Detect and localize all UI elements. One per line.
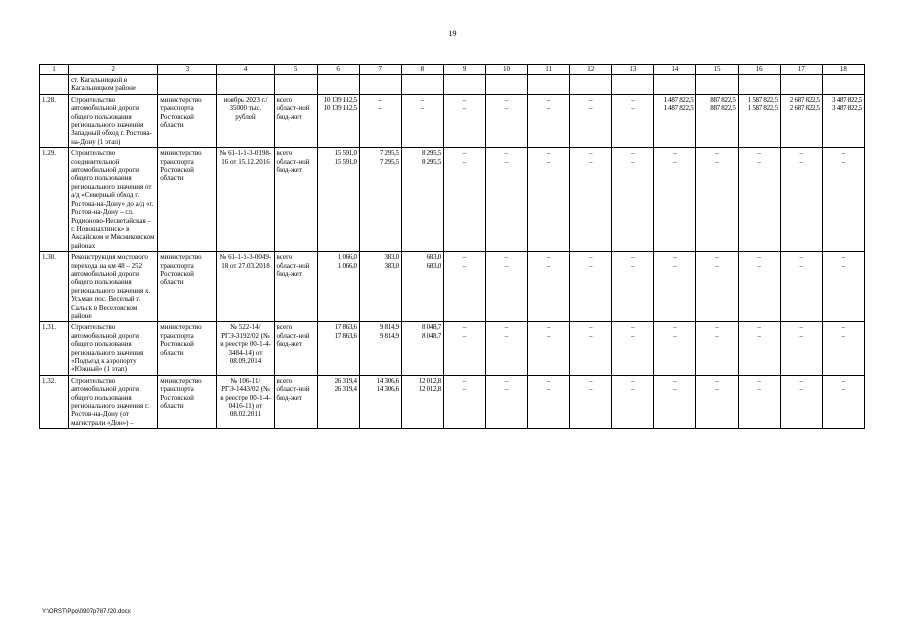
amount-total: 10 139 112,5 xyxy=(323,95,357,104)
amount-regional: 10 139 112,5 xyxy=(323,104,357,113)
amount-cell xyxy=(654,252,696,322)
amount-total: – xyxy=(546,149,551,158)
column-header-17: 17 xyxy=(780,65,822,75)
amount-total: – xyxy=(546,323,551,332)
amount-cell xyxy=(528,148,570,252)
amount-total: – xyxy=(631,95,635,104)
row-number: 1.28. xyxy=(40,94,69,147)
amount-regional: – xyxy=(504,331,509,340)
amount-total: – xyxy=(631,323,635,332)
amount-regional: 9 814,9 xyxy=(379,331,399,340)
amount-cell xyxy=(612,94,654,147)
amount-total: – xyxy=(841,253,846,262)
empty-cell xyxy=(359,75,401,95)
amount-total: – xyxy=(673,149,677,158)
empty-cell xyxy=(486,75,528,95)
amount-regional: 383,0 xyxy=(384,261,399,270)
amount-regional: – xyxy=(799,385,803,394)
amount-regional: – xyxy=(631,104,635,113)
document-reference: № 522-14/РГЭ-3192/02 (№ в реестре 00-1-4-3484-14) от 08.09.2014 xyxy=(217,322,274,375)
amount-cell xyxy=(570,322,612,375)
funding-source-regional: област-ной бюд-жет xyxy=(276,157,310,175)
amount-total: – xyxy=(504,149,509,158)
column-header-14: 14 xyxy=(654,65,696,75)
amount-total: – xyxy=(799,323,803,332)
amount-regional: – xyxy=(673,261,677,270)
column-header-1: 1 xyxy=(40,65,69,75)
empty-cell xyxy=(612,75,654,95)
amount-cell xyxy=(486,148,528,252)
amount-cell xyxy=(654,375,696,428)
amount-cell xyxy=(359,252,401,322)
executor: министерство транспорта Ростовской области xyxy=(158,322,217,375)
amount-cell xyxy=(570,375,612,428)
amount-total: – xyxy=(462,376,467,385)
amount-cell xyxy=(738,148,780,252)
document-reference: № 61-1-1-3-0049-18 от 27.03.2018 xyxy=(217,252,274,322)
amount-total: – xyxy=(673,253,677,262)
amount-regional: – xyxy=(462,157,467,166)
amount-cell xyxy=(359,322,401,375)
empty-cell xyxy=(780,75,822,95)
amount-cell xyxy=(612,322,654,375)
amount-total: – xyxy=(673,376,677,385)
empty-cell xyxy=(570,75,612,95)
amount-total: – xyxy=(504,95,509,104)
amount-total: 383,0 xyxy=(384,253,399,262)
amount-total: 1 066,0 xyxy=(337,253,357,262)
column-header-12: 12 xyxy=(570,65,612,75)
empty-cell xyxy=(822,75,864,95)
amount-total: 3 487 822,5 xyxy=(832,95,862,104)
amount-total: 2 687 822,5 xyxy=(789,95,820,104)
amount-total: – xyxy=(673,323,677,332)
funding-source xyxy=(274,375,317,428)
amount-total: 8 295,5 xyxy=(422,149,441,158)
measure-name: Реконструкция мостового перехода на км 48 – 252 автомобильной дороги общего пользования регионального значения х. Усьман пос. Веселый г. Сальск в Веселовском районе xyxy=(69,252,158,322)
amount-total: – xyxy=(799,253,803,262)
amount-regional: – xyxy=(546,331,551,340)
amount-cell xyxy=(443,375,485,428)
amount-cell xyxy=(443,322,485,375)
amount-total: 12 012,8 xyxy=(418,376,441,385)
amount-total: – xyxy=(799,376,803,385)
amount-regional: – xyxy=(378,104,383,113)
amount-regional: 887 822,5 xyxy=(710,104,736,113)
row-number: 1.30. xyxy=(40,252,69,322)
amount-total: – xyxy=(420,95,425,104)
amount-regional: 14 306,6 xyxy=(376,385,399,394)
table-header xyxy=(40,65,865,75)
continuation-num-cell xyxy=(40,75,69,95)
program-table xyxy=(39,64,865,429)
table-row xyxy=(40,148,865,252)
amount-total: – xyxy=(631,253,635,262)
amount-cell xyxy=(486,322,528,375)
continuation-row xyxy=(40,75,865,95)
amount-total: 15 591,0 xyxy=(334,149,357,158)
amount-total: – xyxy=(588,253,593,262)
amount-regional: – xyxy=(546,385,551,394)
amount-regional: 17 863,6 xyxy=(334,331,357,340)
amount-cell xyxy=(780,252,822,322)
amount-cell xyxy=(738,252,780,322)
amount-total: – xyxy=(757,149,761,158)
empty-cell xyxy=(274,75,317,95)
amount-total: – xyxy=(841,323,846,332)
amount-cell xyxy=(570,252,612,322)
table-row xyxy=(40,375,865,428)
amount-total: – xyxy=(462,253,467,262)
column-header-13: 13 xyxy=(612,65,654,75)
amount-cell xyxy=(570,148,612,252)
amount-cell xyxy=(696,94,738,147)
funding-source-total: всего xyxy=(276,323,293,332)
amount-regional: – xyxy=(673,331,677,340)
amount-total: – xyxy=(378,95,383,104)
amount-total: – xyxy=(588,149,593,158)
amount-cell xyxy=(443,252,485,322)
column-header-4: 4 xyxy=(217,65,274,75)
amount-regional: – xyxy=(799,331,803,340)
amount-regional: – xyxy=(504,104,509,113)
amount-regional: – xyxy=(462,331,467,340)
amount-total: – xyxy=(715,376,719,385)
amount-cell xyxy=(401,94,443,147)
amount-regional: – xyxy=(715,385,719,394)
amount-regional: – xyxy=(588,261,593,270)
header-row xyxy=(40,65,865,75)
funding-source xyxy=(274,94,317,147)
amount-cell xyxy=(612,375,654,428)
amount-regional: – xyxy=(462,104,467,113)
amount-total: – xyxy=(631,376,635,385)
amount-cell xyxy=(317,252,359,322)
amount-regional: 683,0 xyxy=(426,261,441,270)
amount-cell xyxy=(738,94,780,147)
amount-regional: – xyxy=(462,261,467,270)
amount-total: 7 295,5 xyxy=(379,149,399,158)
amount-regional: 8 048,7 xyxy=(422,331,441,340)
amount-cell xyxy=(317,94,359,147)
amount-regional: – xyxy=(673,385,677,394)
program-table-container xyxy=(39,64,865,604)
column-header-15: 15 xyxy=(696,65,738,75)
executor: министерство транспорта Ростовской области xyxy=(158,94,217,147)
column-header-3: 3 xyxy=(158,65,217,75)
column-header-2: 2 xyxy=(69,65,158,75)
amount-total: 26 319,4 xyxy=(334,376,357,385)
amount-regional: 15 591,0 xyxy=(334,157,357,166)
amount-cell xyxy=(359,375,401,428)
executor: министерство транспорта Ростовской области xyxy=(158,375,217,428)
amount-cell xyxy=(738,322,780,375)
amount-regional: – xyxy=(546,261,551,270)
continuation-name-cell: ст. Кагальницкой в Кагальницком районе xyxy=(69,75,158,95)
amount-total: – xyxy=(462,95,467,104)
amount-regional: – xyxy=(588,157,593,166)
footer-file-path: Y:\ORST\Ppo\0907p787.f20.docx xyxy=(42,609,131,615)
amount-cell xyxy=(696,148,738,252)
amount-regional: 3 487 822,5 xyxy=(832,104,862,113)
amount-total: – xyxy=(631,149,635,158)
amount-cell xyxy=(486,252,528,322)
amount-total: – xyxy=(715,253,719,262)
table-row xyxy=(40,322,865,375)
amount-total: 17 863,6 xyxy=(334,323,357,332)
amount-cell xyxy=(528,94,570,147)
amount-regional: – xyxy=(841,261,846,270)
amount-cell xyxy=(738,375,780,428)
funding-source-regional: област-ной бюд-жет xyxy=(276,104,310,121)
amount-regional: – xyxy=(715,157,719,166)
row-number: 1.31. xyxy=(40,322,69,375)
amount-cell xyxy=(317,375,359,428)
measure-name: Строительство соединительной автомобильной дороги общего пользования регионального значения от а/д «Северный обход г. Ростова-на-Дону» до а/д «г. Ростов-на-Дону – сл. Родионово-Несветайская – г. Новошахтинск» в Аксайском и Мясниковском районах xyxy=(69,148,158,252)
amount-cell xyxy=(654,322,696,375)
amount-regional: – xyxy=(631,331,635,340)
amount-cell xyxy=(822,148,864,252)
funding-source-total: всего xyxy=(276,149,293,158)
amount-regional: – xyxy=(841,157,846,166)
amount-cell xyxy=(359,94,401,147)
amount-total: – xyxy=(588,95,593,104)
funding-source-total: всего xyxy=(276,95,293,104)
table-row xyxy=(40,252,865,322)
amount-regional: 26 319,4 xyxy=(334,385,357,394)
amount-total: 1 587 822,5 xyxy=(747,95,778,104)
amount-regional: 8 295,5 xyxy=(422,157,441,166)
funding-source-regional: област-ной бюд-жет xyxy=(276,331,310,349)
column-header-7: 7 xyxy=(359,65,401,75)
amount-cell xyxy=(528,252,570,322)
amount-regional: – xyxy=(631,261,635,270)
amount-cell xyxy=(780,94,822,147)
executor: министерство транспорта Ростовской области xyxy=(158,252,217,322)
table-body xyxy=(40,75,865,429)
amount-regional: – xyxy=(588,385,593,394)
amount-regional: – xyxy=(588,104,593,113)
amount-total: 887 822,5 xyxy=(710,95,736,104)
amount-cell xyxy=(570,94,612,147)
empty-cell xyxy=(738,75,780,95)
amount-regional: – xyxy=(799,157,803,166)
amount-total: – xyxy=(504,376,509,385)
amount-total: – xyxy=(799,149,803,158)
amount-cell xyxy=(443,94,485,147)
executor: министерство транспорта Ростовской области xyxy=(158,148,217,252)
column-header-18: 18 xyxy=(822,65,864,75)
amount-cell xyxy=(401,148,443,252)
funding-source xyxy=(274,148,317,252)
column-header-5: 5 xyxy=(274,65,317,75)
amount-cell xyxy=(654,148,696,252)
amount-cell xyxy=(612,252,654,322)
amount-total: – xyxy=(546,376,551,385)
amount-total: – xyxy=(757,253,761,262)
amount-regional: – xyxy=(715,331,719,340)
amount-total: – xyxy=(462,323,467,332)
amount-regional: 1 587 822,5 xyxy=(747,104,778,113)
amount-regional: 7 295,5 xyxy=(379,157,399,166)
empty-cell xyxy=(401,75,443,95)
empty-cell xyxy=(158,75,217,95)
amount-cell xyxy=(528,375,570,428)
amount-cell xyxy=(401,322,443,375)
column-header-16: 16 xyxy=(738,65,780,75)
amount-regional: – xyxy=(504,385,509,394)
amount-cell xyxy=(822,252,864,322)
amount-total: – xyxy=(462,149,467,158)
amount-regional: – xyxy=(420,104,425,113)
amount-total: 8 048,7 xyxy=(422,323,441,332)
amount-regional: – xyxy=(504,157,509,166)
amount-total: – xyxy=(757,323,761,332)
funding-source-regional: област-ной бюд-жет xyxy=(276,261,310,278)
amount-total: 9 814,9 xyxy=(379,323,399,332)
amount-cell xyxy=(612,148,654,252)
amount-total: – xyxy=(504,253,509,262)
column-header-6: 6 xyxy=(317,65,359,75)
funding-source-regional: област-ной бюд-жет xyxy=(276,385,310,402)
amount-cell xyxy=(696,252,738,322)
amount-regional: – xyxy=(504,261,509,270)
amount-cell xyxy=(822,375,864,428)
document-reference: № 106-11/РГЭ-1443/02 (№ в реестре 00-1-4-0416-11) от 08.02.2011 xyxy=(217,375,274,428)
amount-regional: – xyxy=(715,261,719,270)
measure-name: Строительство автомобильной дороги общего пользования регионального значения «Подъезд к аэропорту «Южный» (1 этап) xyxy=(69,322,158,375)
amount-regional: – xyxy=(462,385,467,394)
document-reference: ноябрь 2023 г./ 35000 тыс. рублей xyxy=(217,94,274,147)
amount-regional: – xyxy=(546,104,551,113)
amount-total: – xyxy=(546,253,551,262)
amount-total: – xyxy=(841,149,846,158)
amount-regional: – xyxy=(799,261,803,270)
empty-cell xyxy=(654,75,696,95)
amount-regional: 1 487 822,5 xyxy=(663,104,694,113)
amount-total: – xyxy=(504,323,509,332)
amount-cell xyxy=(780,322,822,375)
amount-regional: – xyxy=(757,331,761,340)
amount-cell xyxy=(486,94,528,147)
row-number: 1.29. xyxy=(40,148,69,252)
amount-total: 683,0 xyxy=(426,253,441,262)
amount-total: – xyxy=(546,95,551,104)
funding-source xyxy=(274,252,317,322)
amount-cell xyxy=(822,322,864,375)
amount-total: – xyxy=(588,376,593,385)
amount-regional: – xyxy=(841,385,846,394)
amount-total: – xyxy=(588,323,593,332)
amount-total: 14 306,6 xyxy=(376,376,399,385)
amount-regional: 2 687 822,5 xyxy=(789,104,820,113)
amount-cell xyxy=(780,375,822,428)
amount-total: – xyxy=(757,376,761,385)
amount-regional: – xyxy=(757,385,761,394)
amount-cell xyxy=(822,94,864,147)
amount-cell xyxy=(401,252,443,322)
row-number: 1.32. xyxy=(40,375,69,428)
amount-total: 1 487 822,5 xyxy=(663,95,694,104)
amount-total: – xyxy=(841,376,846,385)
amount-cell xyxy=(443,148,485,252)
amount-regional: – xyxy=(546,157,551,166)
page-number: 19 xyxy=(448,29,457,38)
amount-total: – xyxy=(715,149,719,158)
amount-regional: 1 066,0 xyxy=(337,261,357,270)
amount-cell xyxy=(359,148,401,252)
amount-regional: – xyxy=(588,331,593,340)
document-reference: № 61-1-1-3-0198-16 от 15.12.2016 xyxy=(217,148,274,252)
amount-cell xyxy=(486,375,528,428)
empty-cell xyxy=(317,75,359,95)
amount-cell xyxy=(696,322,738,375)
amount-cell xyxy=(696,375,738,428)
table-row xyxy=(40,94,865,147)
amount-cell xyxy=(317,322,359,375)
amount-cell xyxy=(401,375,443,428)
empty-cell xyxy=(696,75,738,95)
measure-name: Строительство автомобильной дороги общего пользования регионального значения г. Ростов-на-Дону (от магистрали «Дон») – xyxy=(69,375,158,428)
amount-regional: – xyxy=(841,331,846,340)
funding-source-total: всего xyxy=(276,253,293,262)
empty-cell xyxy=(443,75,485,95)
amount-regional: 12 012,8 xyxy=(418,385,441,394)
amount-total: – xyxy=(715,323,719,332)
amount-cell xyxy=(780,148,822,252)
empty-cell xyxy=(217,75,274,95)
amount-cell xyxy=(654,94,696,147)
amount-regional: – xyxy=(757,261,761,270)
column-header-8: 8 xyxy=(401,65,443,75)
column-header-10: 10 xyxy=(486,65,528,75)
amount-regional: – xyxy=(631,385,635,394)
funding-source-total: всего xyxy=(276,376,293,385)
column-header-9: 9 xyxy=(443,65,485,75)
amount-regional: – xyxy=(673,157,677,166)
empty-cell xyxy=(528,75,570,95)
funding-source xyxy=(274,322,317,375)
amount-cell xyxy=(317,148,359,252)
amount-regional: – xyxy=(631,157,635,166)
amount-cell xyxy=(528,322,570,375)
measure-name: Строительство автомобильной дороги общего пользования регионального значения Западный обход г. Ростова-на-Дону (1 этап) xyxy=(69,94,158,147)
column-header-11: 11 xyxy=(528,65,570,75)
amount-regional: – xyxy=(757,157,761,166)
